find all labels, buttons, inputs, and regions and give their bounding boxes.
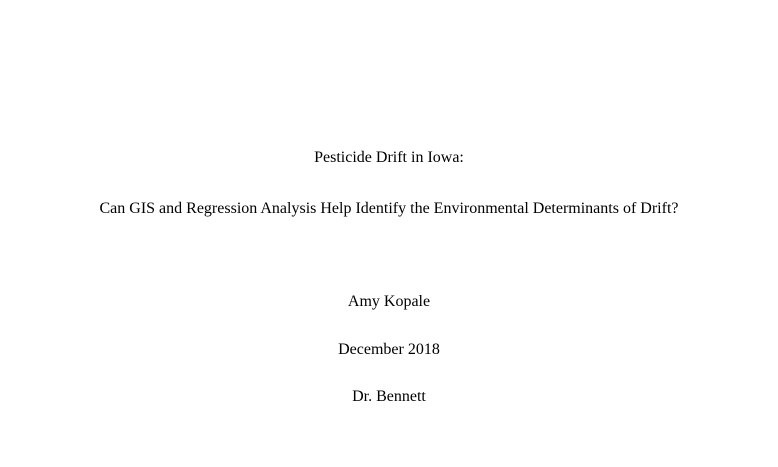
title-line-1: Pesticide Drift in Iowa: bbox=[314, 149, 464, 166]
author-name: Amy Kopale bbox=[347, 293, 431, 310]
title-line-2: Can GIS and Regression Analysis Help Identify the Environmental Determinants of Drift? bbox=[99, 200, 679, 217]
document-date: December 2018 bbox=[338, 341, 440, 358]
advisor-name: Dr. Bennett bbox=[352, 388, 426, 405]
